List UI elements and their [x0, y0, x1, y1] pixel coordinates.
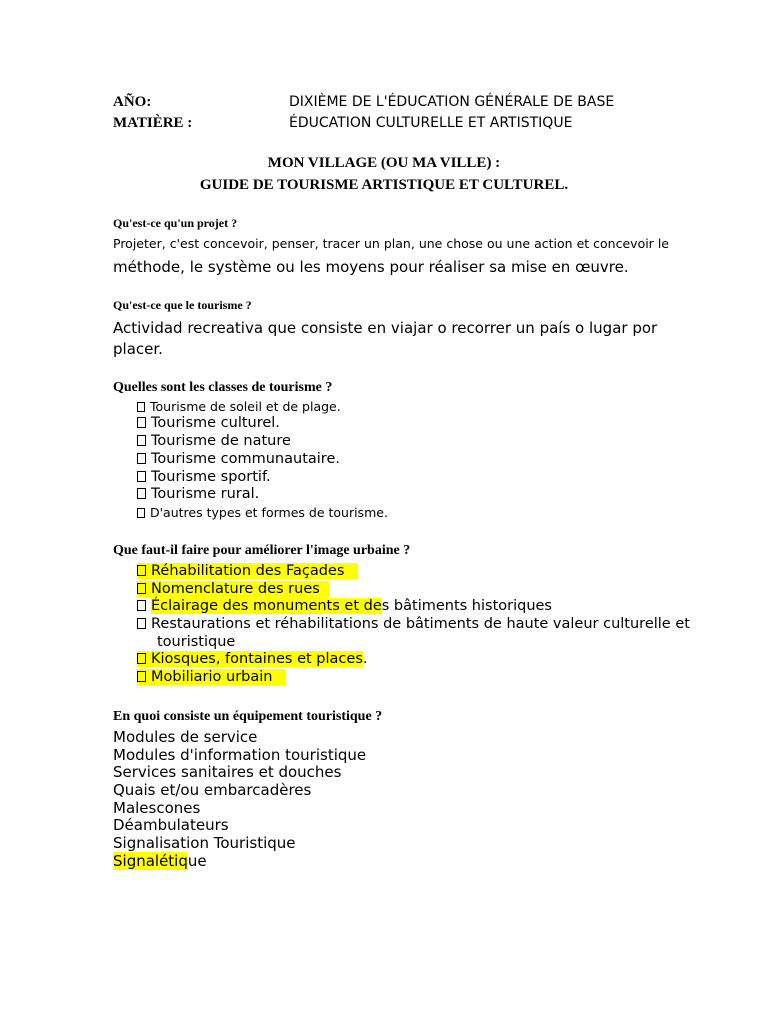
matiere-value: ÉDUCATION CULTURELLE ET ARTISTIQUE	[289, 115, 573, 131]
box-bullet-icon	[137, 618, 146, 629]
ano-label: AÑO:	[113, 94, 152, 110]
list-item-label: Nomenclature des rues	[151, 581, 320, 597]
list-item	[137, 651, 367, 667]
list-item	[137, 451, 340, 467]
tourisme-line-2: placer.	[113, 340, 163, 358]
list-item-suffix: .	[362, 651, 368, 667]
box-bullet-icon	[137, 508, 145, 518]
tourisme-question: Qu'est-ce que le tourisme ?	[113, 298, 252, 312]
list-item	[137, 581, 329, 597]
tourisme-line-1: Actividad recreativa que consiste en viajar o recorrer un país o lugar por	[113, 319, 658, 337]
box-bullet-icon	[137, 565, 146, 576]
box-bullet-icon	[137, 488, 146, 499]
list-item	[137, 563, 358, 579]
list-item	[137, 616, 690, 632]
box-bullet-icon	[137, 583, 146, 594]
list-item-label: Tourisme de soleil et de plage.	[150, 399, 341, 414]
list-item-label: Kiosques, fontaines et places	[151, 651, 363, 667]
box-bullet-icon	[137, 417, 146, 428]
list-item-label: Réhabilitation des Façades	[151, 563, 345, 579]
box-bullet-icon	[137, 471, 146, 482]
list-item	[137, 669, 286, 685]
list-item	[137, 433, 291, 449]
list-item	[137, 486, 259, 502]
projet-line-1: Projeter, c'est concevoir, penser, tracer un plan, une chose ou une action et concevoir le	[113, 236, 669, 251]
list-item-label: Tourisme rural.	[151, 486, 260, 502]
matiere-label: MATIÈRE :	[113, 115, 193, 131]
box-bullet-icon	[137, 671, 146, 682]
box-bullet-icon	[137, 453, 146, 464]
list-item-label: s bâtiments historiques	[381, 598, 552, 614]
list-item-label-highlighted: Signalétiq	[113, 852, 188, 870]
box-bullet-icon	[137, 600, 146, 611]
list-item-label: Tourisme de nature	[151, 433, 291, 449]
classes-question: Quelles sont les classes de tourisme ?	[113, 380, 333, 395]
list-item: Modules de service	[113, 728, 258, 746]
box-bullet-icon	[137, 402, 145, 412]
list-item	[137, 399, 341, 414]
ano-value: DIXIÈME DE L'ÉDUCATION GÉNÉRALE DE BASE	[289, 94, 615, 110]
list-item	[137, 469, 271, 485]
list-item-label: ue	[187, 852, 207, 870]
equipement-question: En quoi consiste un équipement touristique ?	[113, 709, 383, 724]
list-item: Signalisation Touristique	[113, 834, 296, 852]
list-item-label-highlighted: Éclairage des monuments et de	[151, 598, 382, 614]
list-item: Quais et/ou embarcadères	[113, 781, 312, 799]
list-item-label: Tourisme culturel.	[151, 415, 280, 431]
list-item-label: Mobiliario urbain	[151, 669, 273, 685]
list-item-label: Restaurations et réhabilitations de bâtiments de haute valeur culturelle et	[151, 616, 690, 632]
list-item: Malescones	[113, 799, 201, 817]
box-bullet-icon	[137, 435, 146, 446]
list-item: Services sanitaires et douches	[113, 763, 342, 781]
projet-question: Qu'est-ce qu'un projet ?	[113, 216, 238, 230]
projet-line-2: méthode, le système ou les moyens pour réaliser sa mise en œuvre.	[113, 258, 629, 276]
list-item: Déambulateurs	[113, 816, 229, 834]
list-item	[113, 852, 207, 870]
title-line-1: MON VILLAGE (OU MA VILLE) :	[267, 155, 501, 171]
list-item	[137, 598, 552, 614]
list-item-label: Tourisme communautaire.	[151, 451, 340, 467]
title-line-2: GUIDE DE TOURISME ARTISTIQUE ET CULTUREL.	[199, 177, 569, 193]
list-item	[137, 415, 280, 431]
list-item	[137, 505, 388, 520]
list-item: Modules d'information touristique	[113, 746, 367, 764]
box-bullet-icon	[137, 653, 146, 664]
list-item-continuation: touristique	[157, 634, 236, 650]
list-item-label: D'autres types et formes de tourisme.	[150, 505, 388, 520]
list-item-label: Tourisme sportif.	[151, 469, 271, 485]
urbaine-question: Que faut-il faire pour améliorer l'image urbaine ?	[113, 543, 411, 558]
